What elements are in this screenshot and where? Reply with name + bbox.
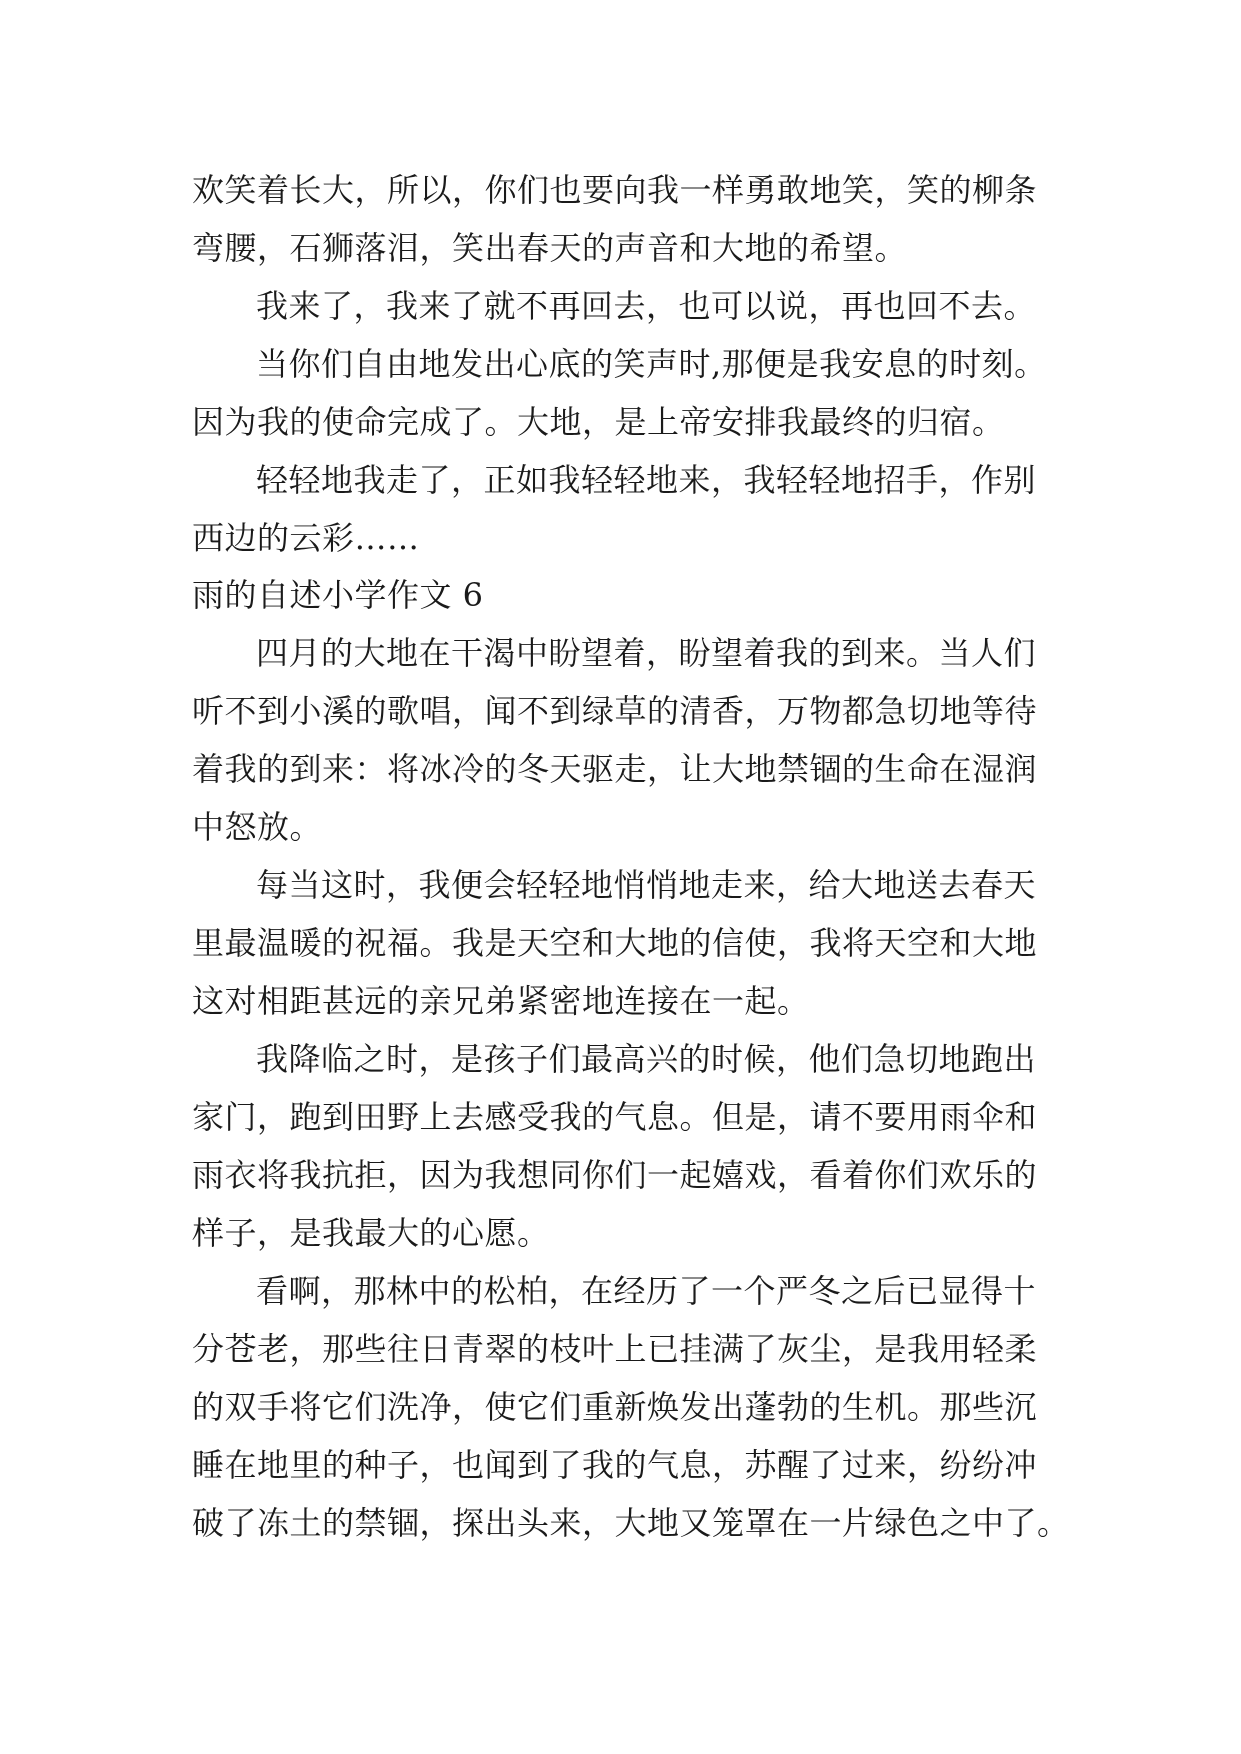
text-line: 的双手将它们洗净，使它们重新焕发出蓬勃的生机。那些沉 [192, 1388, 1038, 1426]
paragraph-line: 轻轻地我走了，正如我轻轻地来，我轻轻地招手，作别 [256, 461, 1037, 499]
section-heading: 雨的自述小学作文 6 [192, 576, 484, 614]
text-line: 着我的到来：将冰冷的冬天驱走，让大地禁锢的生命在湿润 [192, 750, 1038, 788]
text-line: 破了冻土的禁锢，探出头来，大地又笼罩在一片绿色之中了。 [192, 1504, 1070, 1542]
text-line: 里最温暖的祝福。我是天空和大地的信使，我将天空和大地 [192, 924, 1038, 962]
paragraph-line: 四月的大地在干渴中盼望着，盼望着我的到来。当人们 [256, 634, 1037, 672]
text-line: 家门，跑到田野上去感受我的气息。但是，请不要用雨伞和 [192, 1098, 1038, 1136]
text-line: 分苍老，那些往日青翠的枝叶上已挂满了灰尘，是我用轻柔 [192, 1330, 1038, 1368]
text-line: 欢笑着长大，所以，你们也要向我一样勇敢地笑，笑的柳条 [192, 171, 1038, 209]
paragraph-line: 我来了，我来了就不再回去，也可以说，再也回不去。 [256, 287, 1037, 325]
text-line: 因为我的使命完成了。大地，是上帝安排我最终的归宿。 [192, 403, 1005, 441]
text-line: 弯腰，石狮落泪，笑出春天的声音和大地的希望。 [192, 229, 908, 267]
text-line: 这对相距甚远的亲兄弟紧密地连接在一起。 [192, 982, 810, 1020]
paragraph-line: 看啊，那林中的松柏，在经历了一个严冬之后已显得十 [256, 1272, 1037, 1310]
paragraph-line: 每当这时，我便会轻轻地悄悄地走来，给大地送去春天 [256, 866, 1037, 904]
text-line: 睡在地里的种子，也闻到了我的气息，苏醒了过来，纷纷冲 [192, 1446, 1038, 1484]
text-line: 听不到小溪的歌唱，闻不到绿草的清香，万物都急切地等待 [192, 692, 1038, 730]
text-line: 西边的云彩…… [192, 519, 420, 557]
text-line: 样子，是我最大的心愿。 [192, 1214, 550, 1252]
paragraph-line: 我降临之时，是孩子们最高兴的时候，他们急切地跑出 [256, 1040, 1037, 1078]
text-line: 中怒放。 [192, 808, 323, 846]
paragraph-line: 当你们自由地发出心底的笑声时,那便是我安息的时刻。 [256, 345, 1047, 383]
text-line: 雨衣将我抗拒，因为我想同你们一起嬉戏，看着你们欢乐的 [192, 1156, 1038, 1194]
